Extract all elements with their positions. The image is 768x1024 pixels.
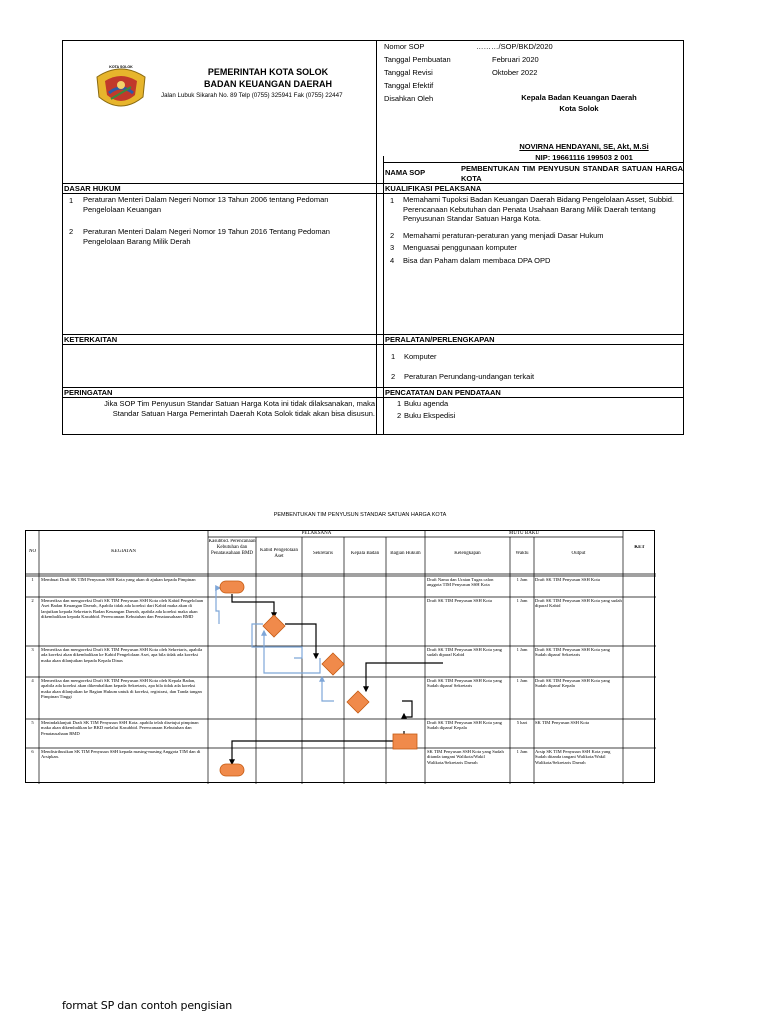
col-sekretaris: Sekretaris: [313, 551, 333, 556]
approver-title-1: Kepala Badan Keuangan Daerah: [521, 93, 637, 102]
dept-name: BADAN KEUANGAN DAERAH: [204, 79, 332, 89]
col-kelengkapan: Kelengkapan: [454, 551, 481, 556]
col-kabid: Kabid Pengelolaan Aset: [260, 548, 298, 559]
kabid-decision-shape: [263, 615, 285, 637]
row-2-waktu: 1 Jam: [516, 598, 528, 603]
col-no: NO: [28, 549, 37, 554]
pencatatan-text-1: Buku agenda: [404, 399, 449, 408]
pencatatan-text-2: Buku Ekspedisi: [404, 411, 456, 420]
end-terminator-shape: [220, 764, 244, 776]
nama-sop-value: PEMBENTUKAN TIM PENYUSUN STANDAR SATUAN HARGA KOTA: [461, 164, 683, 183]
rule: [63, 387, 683, 388]
rule: [63, 183, 683, 184]
keterkaitan-title: KETERKAITAN: [64, 335, 118, 344]
kualifikasi-text-1: Memahami Tupoksi Badan Keuangan Daerah Bidang Pengelolaan Asset, Subbid. Perencanaan Kebutuhan dan Penata Usahaan Barang Milik Daerah tentang Penyusunan Standar Satuan Harga Kota.: [403, 195, 675, 223]
sop-header-table: [62, 40, 684, 435]
col-kaban: Kepala Badan: [350, 551, 380, 556]
kualifikasi-num-3: 3: [390, 243, 395, 252]
peralatan-text-2: Peraturan Perundang-undangan terkait: [404, 372, 535, 381]
meta-label-disahkan: Disahkan Oleh: [384, 94, 434, 103]
row-3-no: 3: [31, 647, 34, 652]
row-1-kelengkapan: Draft Nama dan Uraian Tugas calon anggota TIM Penyusun SSH Kota: [427, 577, 494, 588]
col-kegiatan: KEGIATAN: [111, 549, 136, 554]
sop-divider-inner: [383, 156, 384, 434]
meta-value-pembuatan: Februari 2020: [492, 55, 539, 64]
row-2-no: 2: [31, 598, 34, 603]
pencatatan-num-1: 1: [397, 399, 402, 408]
start-terminator-shape: [220, 581, 244, 593]
row-3-kegiatan: Memeriksa dan mengoreksi Draft SK TIM Penyusun SSH Kota oleh Sekretaris, apabila ada koreksi akan dikembalikan ke Kabid Pengelolaan Aset, apa bila tidak ada koreksi maka akan dilanjutkan kepada Kepala Dinas: [41, 647, 203, 663]
meta-label-efektif: Tanggal Efektif: [384, 81, 434, 90]
row-5-waktu: 5 hari: [516, 720, 528, 725]
footer-caption: format SP dan contoh pengisian: [62, 999, 233, 1012]
dasar-hukum-text-1: Peraturan Menteri Dalam Negeri Nomor 13 Tahun 2006 tentang Pedoman Pengelolaan Keuangan: [83, 195, 329, 214]
col-hukum: Bagian Hukum: [390, 551, 421, 556]
rule: [383, 162, 683, 163]
flowchart: [26, 531, 656, 784]
kualifikasi-title: KUALIFIKASI PELAKSANA: [385, 184, 482, 193]
row-3-kelengkapan: Draft SK TIM Penyusun SSH Kota yang sudah diparaf Kabid: [427, 647, 502, 658]
row-5-kegiatan: Menindaklanjuti Draft SK TIM Penyusun SSH Kota. apabila telah disetujui pimpinan maka akan dikembalikan ke BKD melalui Kasubbid. Perencanaan Kebutuhan dan Penatausahaan BMD: [41, 720, 199, 736]
row-6-output: Arsip SK TIM Penyusun SSH Kota yang Sudah ditanda tangani Walikota/Wakil Walikota/Sekretaris Daerah: [535, 749, 611, 765]
meta-label-nomor: Nomor SOP: [384, 42, 425, 51]
meta-value-revisi: Oktober 2022: [492, 68, 538, 77]
rule: [63, 397, 683, 398]
row-5-output: SK TIM Penyusun SSH Kota: [535, 720, 590, 725]
kaban-decision-shape: [347, 691, 369, 713]
flow-title: PEMBENTUKAN TIM PENYUSUN STANDAR SATUAN HARGA KOTA: [273, 512, 447, 518]
peralatan-text-1: Komputer: [404, 352, 437, 361]
row-4-kelengkapan: Draft SK TIM Penyusun SSH Kota yang Sudah diparaf Sekretaris: [427, 678, 502, 689]
row-6-kelengkapan: SK TIM Penyusun SSH Kota yang Sudah ditanda tangani Walikota/Wakil Walikota/Sekretaris Daerah: [427, 749, 504, 765]
city-logo: [89, 63, 153, 115]
dasar-hukum-text-2: Peraturan Menteri Dalam Negeri Nomor 19 Tahun 2016 Tentang Pedoman Pengelolaan Barang Milik Derah: [83, 227, 330, 246]
kualifikasi-text-2: Memahami peraturan-peraturan yang menjadi Dasar Hukum: [403, 231, 604, 240]
flow-table: [25, 530, 655, 783]
row-5-no: 5: [31, 720, 34, 725]
row-4-no: 4: [31, 678, 34, 683]
rule: [63, 193, 683, 194]
row-2-output: Draft SK TIM Penyusun SSH Kota yang sudah diparaf Kabid: [535, 598, 622, 609]
row-6-waktu: 1 Jam: [516, 749, 528, 754]
row-5-kelengkapan: Draft SK TIM Penyusun SSH Kota yang Sudah diparaf Kepala: [427, 720, 502, 731]
pencatatan-title: PENCATATAN DAN PENDATAAN: [385, 388, 501, 397]
peralatan-num-2: 2: [391, 372, 396, 381]
row-6-no: 6: [31, 749, 34, 754]
dasar-hukum-num-1: 1: [69, 196, 74, 205]
row-3-output: Draft SK TIM Penyusun SSH Kota yang Sudah diparaf Sekretaris: [535, 647, 610, 658]
col-waktu: Waktu: [515, 551, 529, 556]
approver-name: NOVIRNA HENDAYANI, SE, Akt, M.Si: [519, 142, 649, 151]
row-4-kegiatan: Memeriksa dan mengoreksi Draft SK TIM Penyusun SSH Kota oleh Kepala Badan, apabila ada koreksi akan dikembalikan kepada Sekretaris, apa bila tidak ada koreksi maka akan dilanjutkan ke Bagian Hukum untuk di koreksi, registrasi, dan Tanda tangan Pimpinan Tinggi: [41, 678, 202, 700]
kualifikasi-num-1: 1: [390, 196, 395, 205]
row-2-kelengkapan: Draft SK TIM Penyusun SSH Kota: [427, 598, 492, 603]
col-output: Output: [571, 551, 586, 556]
col-ket: KET: [634, 545, 645, 550]
kualifikasi-text-3: Menguasai penggunaan komputer: [403, 243, 517, 252]
peringatan-title: PERINGATAN: [64, 388, 113, 397]
logo-lettering: KOTA SOLOK: [109, 65, 133, 69]
col-kasubbid: Kasubbid. Perencanaan Kebutuhan dan Penatausahaan BMD: [208, 539, 256, 556]
peralatan-num-1: 1: [391, 352, 396, 361]
group-pelaksana: PELAKSANA: [301, 531, 332, 536]
nama-sop-label: NAMA SOP: [385, 168, 426, 177]
sekretaris-decision-shape: [322, 653, 344, 675]
meta-label-revisi: Tanggal Revisi: [384, 68, 433, 77]
approver-title-2: Kota Solok: [559, 104, 599, 113]
rule: [63, 344, 683, 345]
kualifikasi-text-4: Bisa dan Paham dalam membaca DPA OPD: [403, 256, 551, 265]
rule: [63, 334, 683, 335]
row-4-output: Draft SK TIM Penyusun SSH Kota yang Sudah diparaf Kepala: [535, 678, 610, 689]
row-1-kegiatan: Membuat Draft SK TIM Penyusun SSH Kota yang akan di ajukan kepada Pimpinan: [41, 577, 196, 582]
row-3-waktu: 1 Jam: [516, 647, 528, 652]
row-1-waktu: 1 Jam: [516, 577, 528, 582]
row-6-kegiatan: Mendistribusikan SK TIM Penyusun SSH kepada masing-masing Anggota TIM dan di Arsipkan.: [41, 749, 201, 760]
meta-label-pembuatan: Tanggal Pembuatan: [384, 55, 451, 64]
row-4-waktu: 1 Jam: [516, 678, 528, 683]
row-2-kegiatan: Memeriksa dan mengoreksi Draft SK TIM Penyusun SSH Kota oleh Kabid Pengelolaan Aset Badan Keuangan Daerah, Apabila tidak ada koreksi dari Kabid maka akan di lanjutkan kepada Sekretaris Badan Keuangan Daerah, apabila ada koreksi maka akan dikembalikan kepada Kasubbid. Perencanaan Kebutuhan dan Penatausahaan BMD: [41, 598, 204, 620]
gov-name: PEMERINTAH KOTA SOLOK: [207, 67, 329, 77]
kualifikasi-num-2: 2: [390, 231, 395, 240]
peralatan-title: PERALATAN/PERLENGKAPAN: [385, 335, 495, 344]
approver-nip: NIP: 19661116 199503 2 001: [535, 153, 633, 162]
dasar-hukum-title: DASAR HUKUM: [64, 184, 121, 193]
row-1-no: 1: [31, 577, 34, 582]
row-1-output: Draft SK TIM Penyusun SSH Kota: [535, 577, 600, 582]
address: Jalan Lubuk Sikarah No. 89 Telp (0755) 325941 Fak (0755) 22447: [161, 92, 343, 99]
group-mutu: MUTU BAKU: [508, 531, 540, 536]
kualifikasi-num-4: 4: [390, 256, 395, 265]
hukum-process-shape: [393, 734, 417, 749]
dasar-hukum-num-2: 2: [69, 227, 74, 236]
pencatatan-num-2: 2: [397, 411, 402, 420]
peringatan-text: Jika SOP Tim Penyusun Standar Satuan Harga Kota ini tidak dilaksanakan, maka Standar Satuan Harga Pemerintah Daerah Kota Solok tidak akan bisa disusun.: [104, 399, 375, 418]
meta-value-nomor: ………/SOP/BKD/2020: [476, 42, 553, 51]
